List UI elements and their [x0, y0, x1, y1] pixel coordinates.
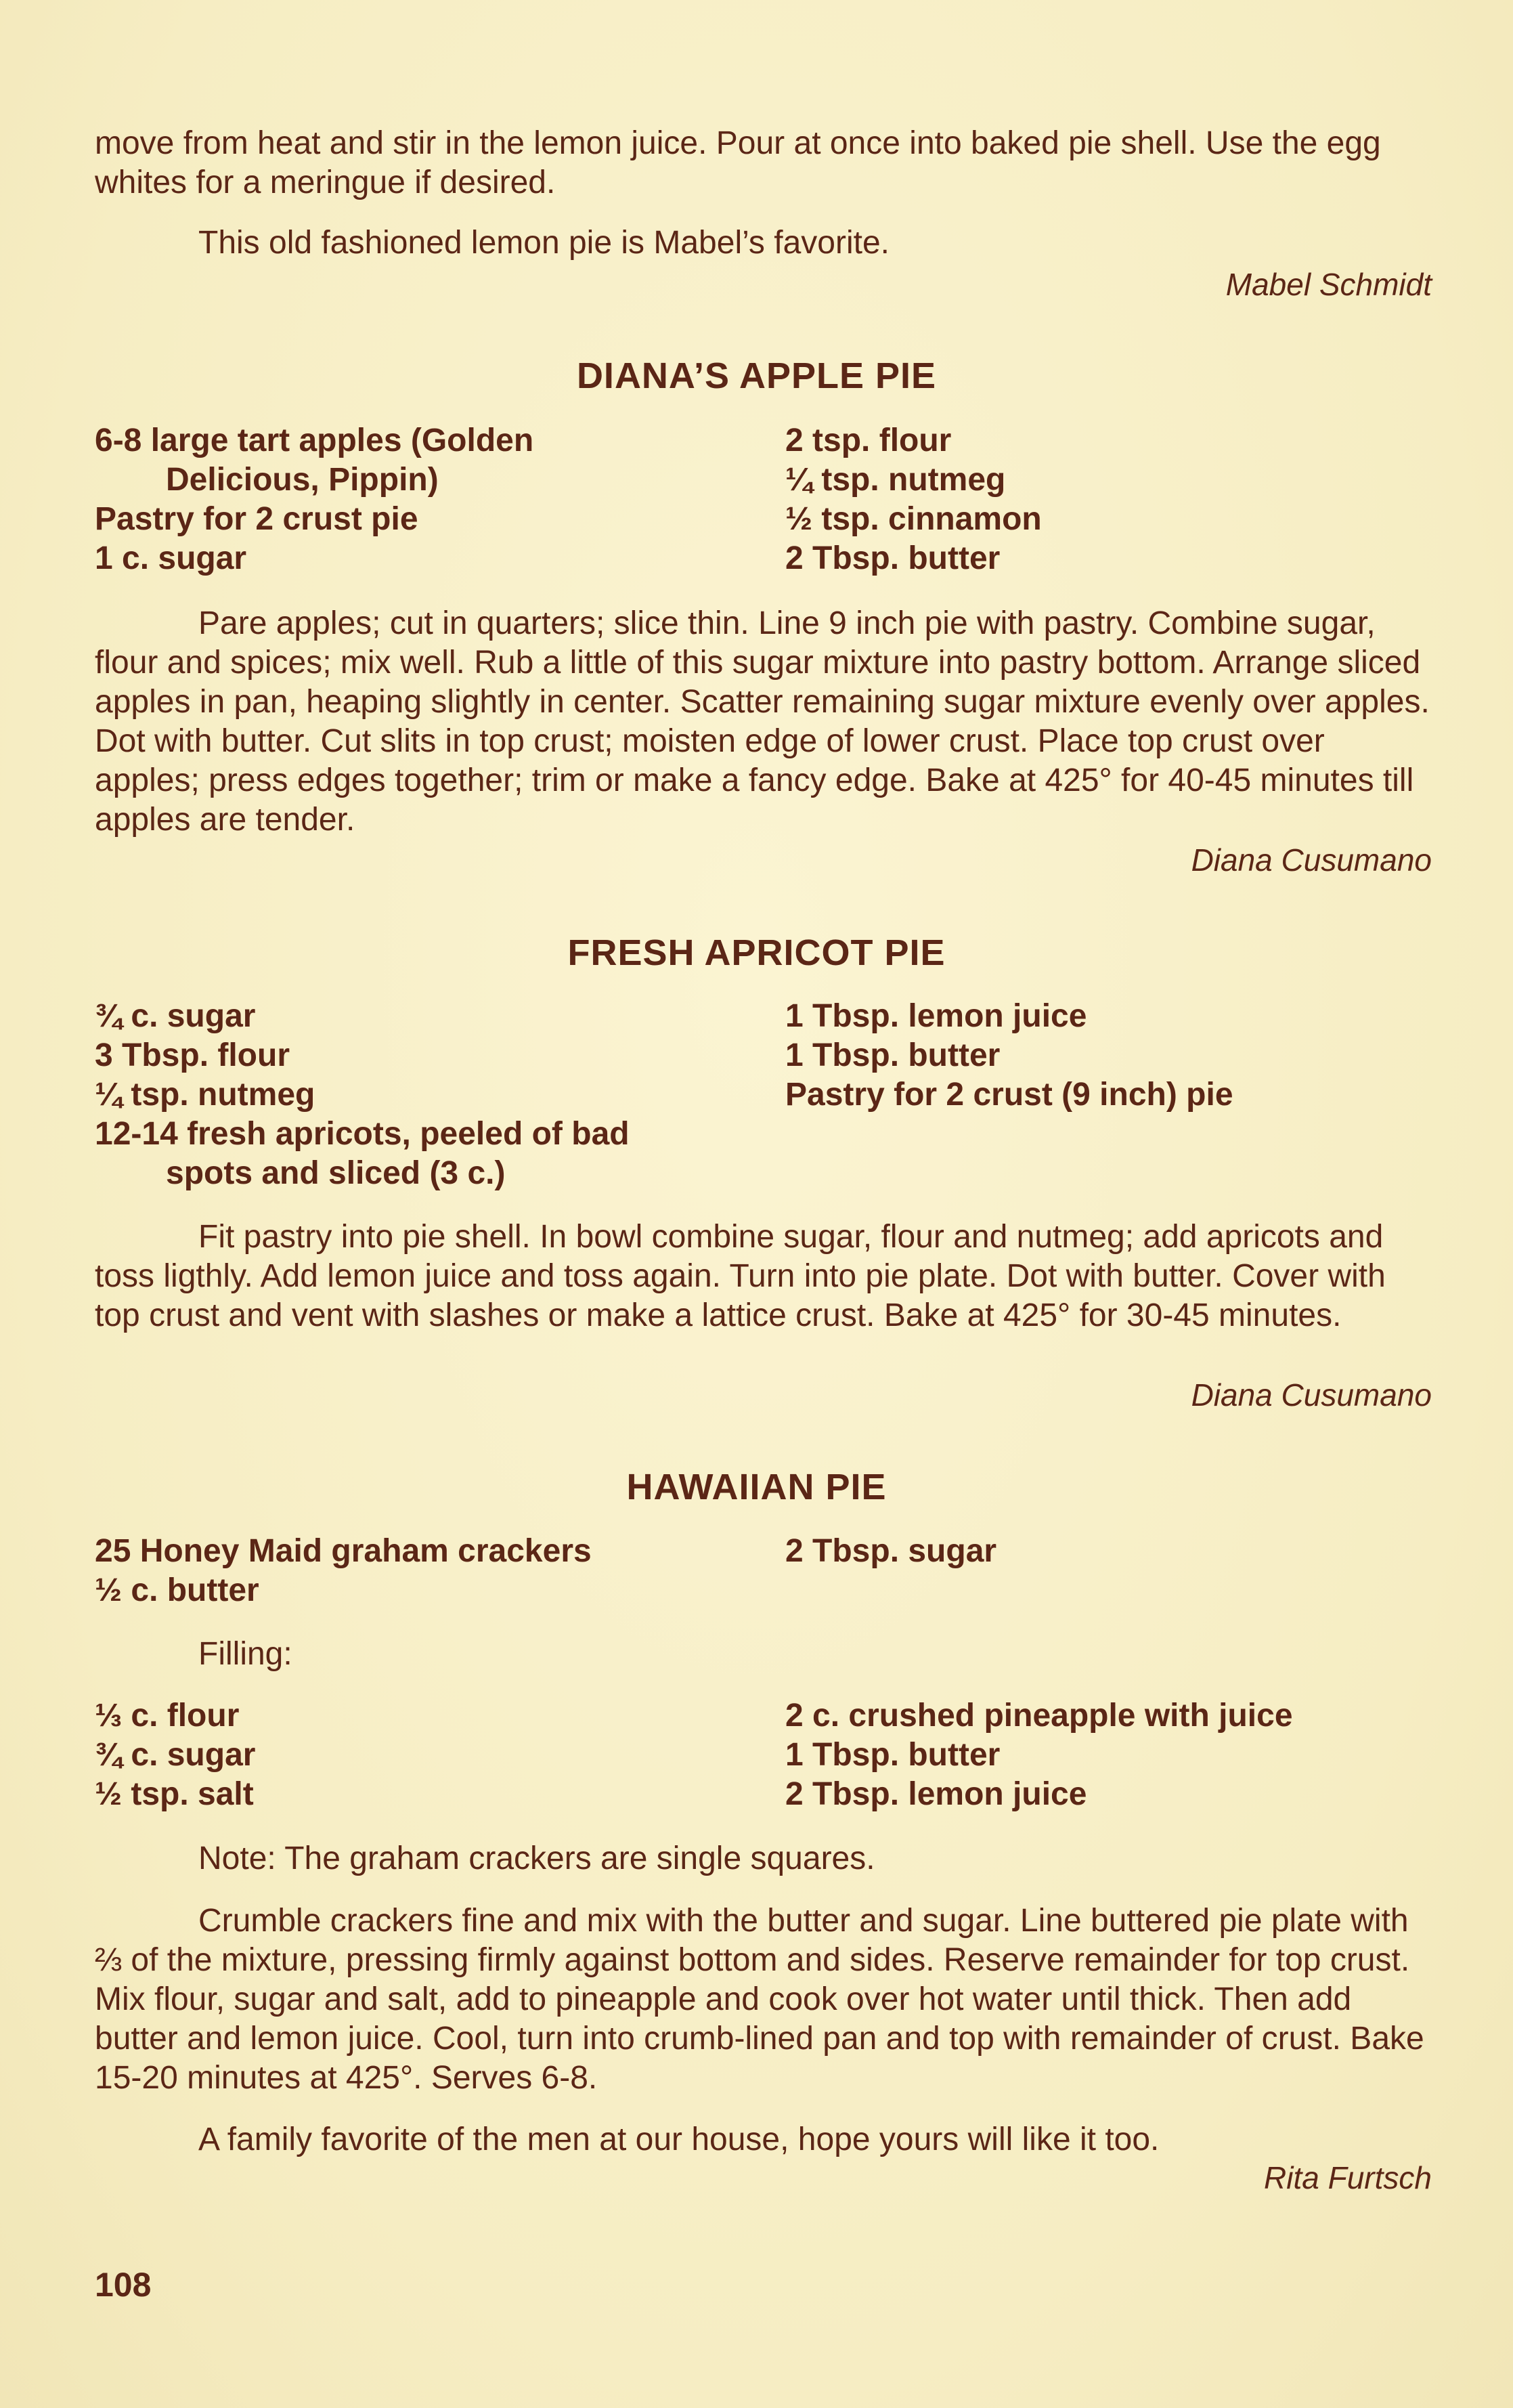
hawaiian-pie-filling-ingredients — [95, 1696, 1432, 1814]
attribution-diana-apricot: Diana Cusumano — [1191, 1377, 1432, 1413]
apple-pie-ingredients — [95, 421, 1432, 578]
ingredient: ¾ c. sugar — [95, 998, 256, 1034]
apple-pie-directions: Pare apples; cut in quarters; slice thin. Line 9 inch pie with pastry. Combine sugar, flour and spices; mix well. Rub a little of this sugar mixture into pastry bottom. Arrange sliced apples in pan, heaping slightly in center. Scatter remaining sugar mixture evenly over apples. Dot with butter. Cut slits in top crust; moisten edge of lower crust. Place top crust over apples; press edges together; trim or make a fancy edge. Bake at 425° for 40-45 minutes till apples are tender. — [95, 605, 1430, 838]
attribution-rita: Rita Furtsch — [1264, 2160, 1432, 2195]
apple-pie-ingredients-left — [95, 421, 785, 578]
ingredient: Pastry for 2 crust pie — [95, 501, 418, 537]
apricot-pie-ingredients — [95, 997, 1432, 1193]
hawaiian-crust-left — [95, 1532, 785, 1610]
recipe-title-hawaiian-pie: HAWAIIAN PIE — [626, 1467, 887, 1507]
ingredient: Delicious, Pippin) — [166, 462, 439, 498]
ingredient: 1 Tbsp. butter — [785, 1037, 1001, 1073]
filling-label: Filling: — [198, 1636, 292, 1672]
hawaiian-filling-right — [785, 1696, 1432, 1814]
ingredient: 1 c. sugar — [95, 540, 247, 576]
ingredient: ¼ tsp. nutmeg — [95, 1077, 315, 1113]
ingredient: 1 Tbsp. lemon juice — [785, 998, 1087, 1034]
lemon-pie-comment: This old fashioned lemon pie is Mabel’s favorite. — [198, 225, 890, 261]
ingredient: 6-8 large tart apples (Golden — [95, 423, 534, 458]
hawaiian-pie-comment: A family favorite of the men at our house, hope yours will like it too. — [198, 2122, 1160, 2157]
page-number: 108 — [95, 2266, 152, 2304]
attribution-mabel: Mabel Schmidt — [1225, 267, 1432, 302]
hawaiian-pie-note: Note: The graham crackers are single squares. — [198, 1841, 875, 1876]
hawaiian-pie-directions-block — [95, 1901, 1432, 2098]
ingredient: 2 c. crushed pineapple with juice — [785, 1698, 1293, 1734]
ingredient: 25 Honey Maid graham crackers — [95, 1533, 592, 1569]
ingredient: ⅓ c. flour — [95, 1698, 240, 1734]
ingredient: 2 Tbsp. lemon juice — [785, 1776, 1087, 1812]
ingredient: ¾ c. sugar — [95, 1737, 256, 1773]
ingredient: ¼ tsp. nutmeg — [785, 462, 1006, 498]
lemon-pie-comment-block — [95, 223, 1432, 263]
hawaiian-pie-crust-ingredients — [95, 1532, 1432, 1610]
lemon-pie-continuation — [95, 124, 1432, 202]
recipe-title-apple-pie: DIANA’S APPLE PIE — [576, 356, 937, 396]
ingredient: ½ tsp. salt — [95, 1776, 254, 1812]
apricot-pie-ingredients-right — [785, 997, 1432, 1193]
attribution-diana-apple: Diana Cusumano — [1191, 842, 1432, 878]
ingredient: ½ c. butter — [95, 1572, 259, 1608]
ingredient: 12-14 fresh apricots, peeled of bad — [95, 1116, 630, 1152]
hawaiian-filling-left — [95, 1696, 785, 1814]
apricot-pie-directions-block — [95, 1218, 1432, 1335]
ingredient: 2 Tbsp. sugar — [785, 1533, 997, 1569]
ingredient: 1 Tbsp. butter — [785, 1737, 1001, 1773]
lemon-pie-text: move from heat and stir in the lemon juice. Pour at once into baked pie shell. Use the egg whites for a meringue if desired. — [95, 125, 1381, 200]
ingredient: ½ tsp. cinnamon — [785, 501, 1042, 537]
ingredient: 2 Tbsp. butter — [785, 540, 1001, 576]
apricot-pie-ingredients-left — [95, 997, 785, 1193]
recipe-title-apricot-pie: FRESH APRICOT PIE — [567, 932, 946, 973]
ingredient: 2 tsp. flour — [785, 423, 952, 458]
apricot-pie-directions: Fit pastry into pie shell. In bowl combine sugar, flour and nutmeg; add apricots and toss ligthly. Add lemon juice and toss again. Turn into pie plate. Dot with butter. Cover with top crust and vent with slashes or make a lattice crust. Bake at 425° for 30-45 minutes. — [95, 1219, 1386, 1333]
apple-pie-directions-block — [95, 604, 1432, 840]
ingredient: Pastry for 2 crust (9 inch) pie — [785, 1077, 1233, 1113]
ingredient: 3 Tbsp. flour — [95, 1037, 290, 1073]
apple-pie-ingredients-right — [785, 421, 1432, 578]
hawaiian-crust-right — [785, 1532, 1432, 1610]
hawaiian-pie-directions: Crumble crackers fine and mix with the butter and sugar. Line buttered pie plate with ⅔ of the mixture, pressing firmly against bottom and sides. Reserve remainder for top crust. Mix flour, sugar and salt, add to pineapple and cook over hot water until thick. Then add butter and lemon juice. Cool, turn into crumb-lined pan and top with remainder of crust. Bake 15-20 minutes at 425°. Serves 6-8. — [95, 1903, 1424, 2096]
ingredient: spots and sliced (3 c.) — [166, 1155, 506, 1191]
